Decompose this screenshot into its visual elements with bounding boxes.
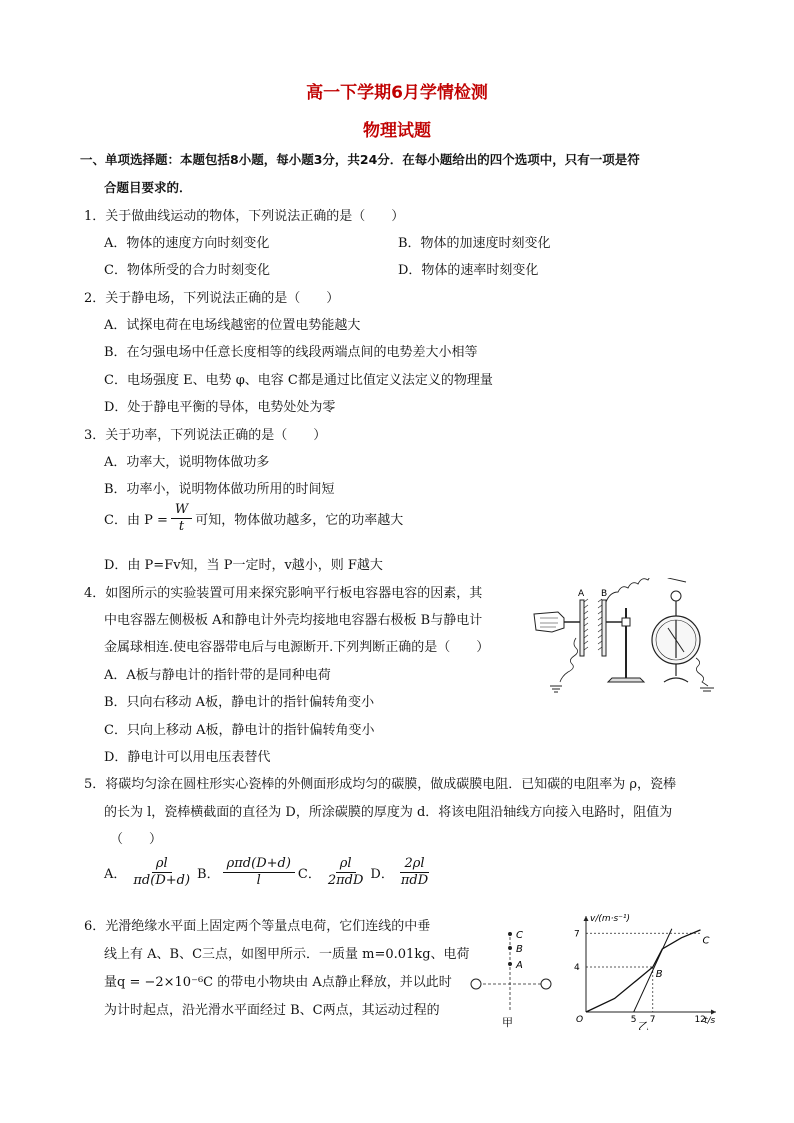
exam-title: 高一下学期6月学情检测 <box>306 83 488 103</box>
capacitor-electrometer-figure <box>528 578 718 696</box>
figure-yi-label: 乙 <box>638 1020 649 1030</box>
section-heading-line2: 合题目要求的． <box>104 180 192 195</box>
q5-stem-line3: （ ） <box>110 832 163 847</box>
q6-stem-line3: 量q = −2×10⁻⁶C 的带电小物块由 A点静止释放，并以此时 <box>104 975 452 990</box>
q3-option-c <box>104 502 403 535</box>
q5-stem-line1: 5．将碳均匀涂在圆柱形实心瓷棒的外侧面形成均匀的碳膜，做成碳膜电阻．已知碳的电阻率为 ρ，瓷棒 <box>84 777 677 792</box>
q4-option-b: B．只向右移动 A板，静电计的指针偏转角变小 <box>104 695 375 710</box>
section-heading-line1: 一、单项选择题：本题包括8小题，每小题3分，共24分．在每小题给出的四个选项中，只有一项是符 <box>80 152 640 167</box>
graph-point-c-label: C <box>702 935 710 947</box>
q4-stem-line1: 4．如图所示的实验装置可用来探究影响平行板电容器电容的因素，其 <box>84 586 483 601</box>
figure-jia-label: 甲 <box>502 1016 513 1029</box>
q5-d-fraction <box>397 856 432 889</box>
q5-a-fraction <box>129 856 194 889</box>
tick-y7: 7 <box>574 929 580 940</box>
q3-c-numerator: W <box>171 502 192 519</box>
electrometer-ball <box>671 591 681 601</box>
graph-ylabel: v/(m·s⁻¹) <box>590 914 631 924</box>
q5-a-numerator: ρl <box>152 856 172 873</box>
tick-x5: 5 <box>630 1015 637 1025</box>
q4-option-a: A．A板与静电计的指针带的是同种电荷 <box>104 668 331 683</box>
q4-stem-line3: 金属球相连.使电容器带电后与电源断开.下列判断正确的是（ ） <box>104 640 490 655</box>
figure-jia <box>466 920 556 1032</box>
q5-a-label: A． <box>104 867 127 882</box>
plate-a <box>580 600 584 656</box>
q1-option-a: A．物体的速度方向时刻变化 <box>104 236 270 251</box>
velocity-curve <box>586 930 701 1012</box>
q5-b-numerator: ρπd(D+d) <box>223 856 295 873</box>
q3-option-a: A．功率大，说明物体做功多 <box>104 455 270 470</box>
charge-left <box>471 979 481 989</box>
q5-b-denominator: l <box>256 873 261 888</box>
q2-option-b: B．在匀强电场中任意长度相等的线段两端点间的电势差大小相等 <box>104 345 478 360</box>
q2-option-d: D．处于静电平衡的导体，电势处处为零 <box>104 400 336 415</box>
q3-option-d: D．由 P=Fv知，当 P一定时，v越小，则 F越大 <box>104 558 383 573</box>
q1-stem: 1．关于做曲线运动的物体，下列说法正确的是（ ） <box>84 209 405 224</box>
q6-stem-line4: 为计时起点，沿光滑水平面经过 B、C两点，其运动过程的 <box>104 1003 440 1018</box>
q5-options <box>104 856 435 889</box>
q3-c-fraction <box>171 502 192 535</box>
graph-guides <box>586 933 700 1012</box>
plate-b-label: B <box>601 589 608 599</box>
q5-stem-line2: 的长为 l，瓷棒横截面的直径为 D，所涂碳膜的厚度为 d．将该电阻沿轴线方向接入电路时，阻值为 <box>104 805 673 820</box>
q3-option-b: B．功率小，说明物体做功所用的时间短 <box>104 482 335 497</box>
q5-c-label: C． <box>297 867 321 882</box>
tick-x7: 7 <box>649 1015 656 1025</box>
q4-option-c: C．只向上移动 A板，静电计的指针偏转角变小 <box>104 723 375 738</box>
point-b-label: B <box>516 944 523 955</box>
q6-stem-line2: 线上有 A、B、C三点，如图甲所示．一质量 m=0.01kg、电荷 <box>104 947 470 962</box>
q2-option-c: C．电场强度 E、电势 φ、电容 C都是通过比值定义法定义的物理量 <box>104 373 493 388</box>
q5-d-label: D． <box>370 867 394 882</box>
q5-c-denominator: 2πdD <box>327 873 364 888</box>
plate-b <box>602 600 606 656</box>
vt-graph <box>572 910 722 1030</box>
y-axis-arrow <box>584 916 589 921</box>
q1-option-c: C．物体所受的合力时刻变化 <box>104 263 270 278</box>
graph-xlabel: t/s <box>704 1016 716 1026</box>
exam-subtitle: 物理试题 <box>363 121 431 141</box>
q3-c-suffix: 可知，物体做功越多，它的功率越大 <box>195 513 404 528</box>
q3-c-denominator: t <box>178 519 185 534</box>
q4-stem-line2: 中电容器左侧极板 A和静电计外壳均接地电容器右极板 B与静电计 <box>104 613 483 628</box>
tick-y4: 4 <box>574 963 580 973</box>
q3-stem: 3．关于功率，下列说法正确的是（ ） <box>84 428 327 443</box>
q1-option-d: D．物体的速率时刻变化 <box>398 263 539 278</box>
q5-c-numerator: ρl <box>336 856 356 873</box>
q5-c-fraction <box>324 856 368 889</box>
graph-point-b-label: B <box>655 969 663 980</box>
point-a-label: A <box>516 960 523 971</box>
q5-a-denominator: πd(D+d) <box>133 873 191 888</box>
tick-x12: 12 <box>694 1015 706 1025</box>
q2-option-a: A．试探电荷在电场线越密的位置电势能越大 <box>104 318 361 333</box>
q5-d-numerator: 2ρl <box>400 856 428 873</box>
q5-d-denominator: πdD <box>400 873 429 888</box>
q3-c-prefix: C．由 P = <box>104 513 168 528</box>
q2-stem: 2．关于静电场，下列说法正确的是（ ） <box>84 291 340 306</box>
q5-b-label: B． <box>197 867 220 882</box>
q4-option-d: D．静电计可以用电压表替代 <box>104 750 271 765</box>
point-b <box>508 946 512 950</box>
point-c-label: C <box>516 930 523 941</box>
q6-stem-line1: 6．光滑绝缘水平面上固定两个等量点电荷，它们连线的中垂 <box>84 919 431 934</box>
point-a <box>508 962 512 966</box>
charge-right <box>541 979 551 989</box>
q5-b-fraction <box>223 856 295 889</box>
x-axis-arrow <box>711 1010 716 1015</box>
q1-option-b: B．物体的加速度时刻变化 <box>398 236 551 251</box>
point-c <box>508 932 512 936</box>
plate-a-label: A <box>578 589 585 599</box>
hand-icon <box>534 612 564 632</box>
graph-origin: O <box>576 1015 584 1025</box>
stand-base <box>608 678 644 682</box>
